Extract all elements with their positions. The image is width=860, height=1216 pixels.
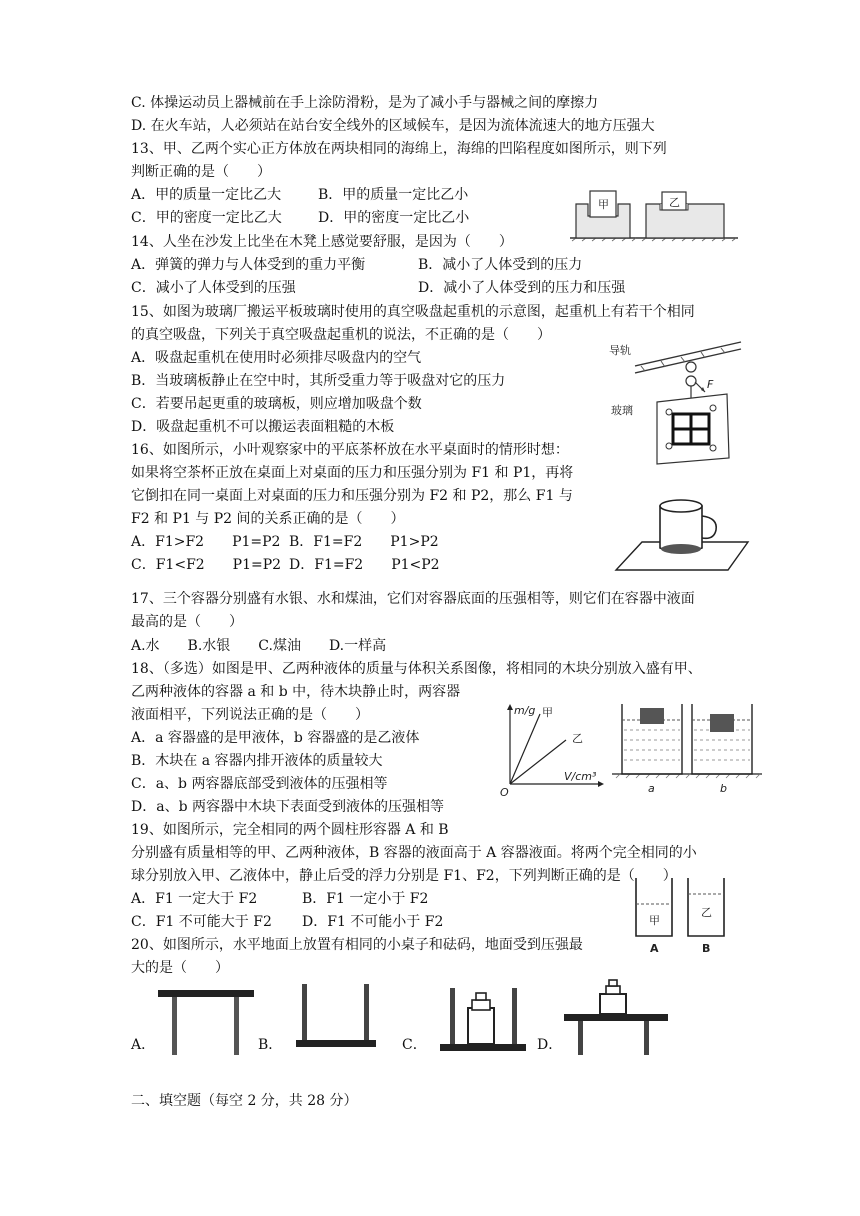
text-line-q13a: 13、甲、乙两个实心正方体放在两块相同的海绵上，海绵的凹陷程度如图所示，则下列 [131,141,667,157]
svg-text:O: O [500,786,509,799]
option-q16C: C．F1<F2 P1=P2 [131,557,282,573]
text-line-q18D: D．a、b 两容器中木块下表面受到液体的压强相等 [131,799,444,815]
text-line-q18c: 液面相平，下列说法正确的是（ ） [131,707,369,723]
text-line-q17opt: A.水 B.水银 C.煤油 D.一样高 [131,638,387,654]
svg-text:玻璃: 玻璃 [611,404,633,417]
text-line-q18B: B．木块在 a 容器内排开液体的质量较大 [131,753,383,769]
option-q14B: B．减小了人体受到的压力 [418,257,583,273]
text-line-q20a: 20、如图所示，水平地面上放置有相同的小桌子和砝码，地面受到压强最 [131,937,583,953]
text-line-q19a: 19、如图所示，完全相同的两个圆柱形容器 A 和 B [131,822,449,838]
option-q20D: D． [537,1037,563,1053]
option-q14C: C．减小了人体受到的压强 [131,280,296,296]
option-q20A: A． [131,1037,156,1053]
text-line-q13b: 判断正确的是（ ） [131,164,271,180]
text-line-q19c: 球分别放入甲、乙液体中，静止后受的浮力分别是 F1、F2，下列判断正确的是（ ） [131,868,677,884]
figure-q20-A [150,986,260,1058]
text-line-q14: 14、人坐在沙发上比坐在木凳上感觉要舒服，是因为（ ） [131,234,513,250]
option-q20C: C． [402,1037,427,1053]
text-line-q18C: C．a、b 两容器底部受到液体的压强相等 [131,776,388,792]
option-q19A: A．F1 一定大于 F2 [131,891,258,907]
svg-text:F: F [707,378,714,391]
svg-text:甲: 甲 [649,914,660,927]
option-q19D: D．F1 不可能小于 F2 [302,914,444,930]
text-line-q17b: 最高的是（ ） [131,614,243,630]
figure-q20-B [292,976,382,1050]
option-q14A: A．弹簧的弹力与人体受到的重力平衡 [131,257,366,273]
svg-text:乙: 乙 [572,732,583,745]
figure-q13-sponges [570,186,740,242]
text-line-q20b: 大的是（ ） [131,960,229,976]
svg-text:乙: 乙 [701,906,712,919]
svg-text:B: B [702,942,711,955]
figure-q16-cup [612,492,752,572]
option-q13C: C．甲的密度一定比乙大 [131,210,282,226]
text-line-q15b: 的真空吸盘，下列关于真空吸盘起重机的说法，不正确的是（ ） [131,327,551,343]
text-line-d12: D. 在火车站，人必须站在站台安全线外的区域候车，是因为流体流速大的地方压强大 [131,118,655,134]
svg-text:A: A [650,942,659,955]
figure-q18-graph [490,700,610,800]
text-line-q18A: A．a 容器盛的是甲液体，b 容器盛的是乙液体 [131,730,420,746]
option-q19C: C．F1 不可能大于 F2 [131,914,272,930]
figure-q18-containers [612,700,762,800]
option-q13A: A．甲的质量一定比乙大 [131,187,282,203]
text-line-q15B: B．当玻璃板静止在空中时，其所受重力等于吸盘对它的压力 [131,373,506,389]
svg-text:V/cm³: V/cm³ [564,770,597,783]
option-q16D: D．F1=F2 P1<P2 [289,557,440,573]
figure-q15-crane [605,340,745,470]
svg-text:甲: 甲 [542,706,553,719]
option-q20B: B． [258,1037,283,1053]
text-line-q16b: 如果将空茶杯正放在桌面上对桌面的压力和压强分别为 F1 和 P1，再将 [131,465,574,481]
text-line-q16c: 它倒扣在同一桌面上对桌面的压力和压强分别为 F2 和 P2，那么 F1 与 [131,488,573,504]
text-line-q17a: 17、三个容器分别盛有水银、水和煤油，它们对容器底面的压强相等，则它们在容器中液面 [131,591,695,607]
text-line-q16a: 16、如图所示，小叶观察家中的平底茶杯放在水平桌面时的情形时想： [131,442,569,458]
text-line-q18a: 18、（多选）如图是甲、乙两种液体的质量与体积关系图像，将相同的木块分别放入盛有甲、 [131,661,702,677]
svg-text:甲: 甲 [598,198,609,211]
option-q13D: D．甲的密度一定比乙小 [318,210,470,226]
option-q19B: B．F1 一定小于 F2 [302,891,429,907]
figure-q20-C [434,978,530,1054]
text-line-q18b: 乙两种液体的容器 a 和 b 中，待木块静止时，两容器 [131,684,461,700]
svg-text:乙: 乙 [669,196,680,209]
text-line-q16d: F2 和 P1 与 P2 间的关系正确的是（ ） [131,511,405,527]
option-q13B: B．甲的质量一定比乙小 [318,187,469,203]
option-q16B: B．F1=F2 P1>P2 [289,534,439,550]
text-line-c12: C. 体操运动员上器械前在手上涂防滑粉，是为了减小手与器械之间的摩擦力 [131,95,599,111]
option-q14D: D．减小了人体受到的压力和压强 [418,280,626,296]
text-line-sec2: 二、填空题（每空 2 分，共 28 分） [131,1093,358,1109]
svg-text:a: a [648,782,655,795]
svg-text:m/g: m/g [514,704,536,717]
figure-q20-D [560,976,670,1056]
figure-q19-containers [632,876,728,956]
text-line-q15a: 15、如图为玻璃厂搬运平板玻璃时使用的真空吸盘起重机的示意图，起重机上有若干个相同 [131,304,695,320]
text-line-q15D: D．吸盘起重机不可以搬运表面粗糙的木板 [131,419,395,435]
text-line-q15A: A．吸盘起重机在使用时必须排尽吸盘内的空气 [131,350,422,366]
svg-text:导轨: 导轨 [609,344,631,357]
option-q16A: A．F1>F2 P1=P2 [131,534,281,550]
svg-text:b: b [720,782,727,795]
text-line-q15C: C．若要吊起更重的玻璃板，则应增加吸盘个数 [131,396,422,412]
text-line-q19b: 分别盛有质量相等的甲、乙两种液体，B 容器的液面高于 A 容器液面。将两个完全相同的小 [131,845,697,861]
